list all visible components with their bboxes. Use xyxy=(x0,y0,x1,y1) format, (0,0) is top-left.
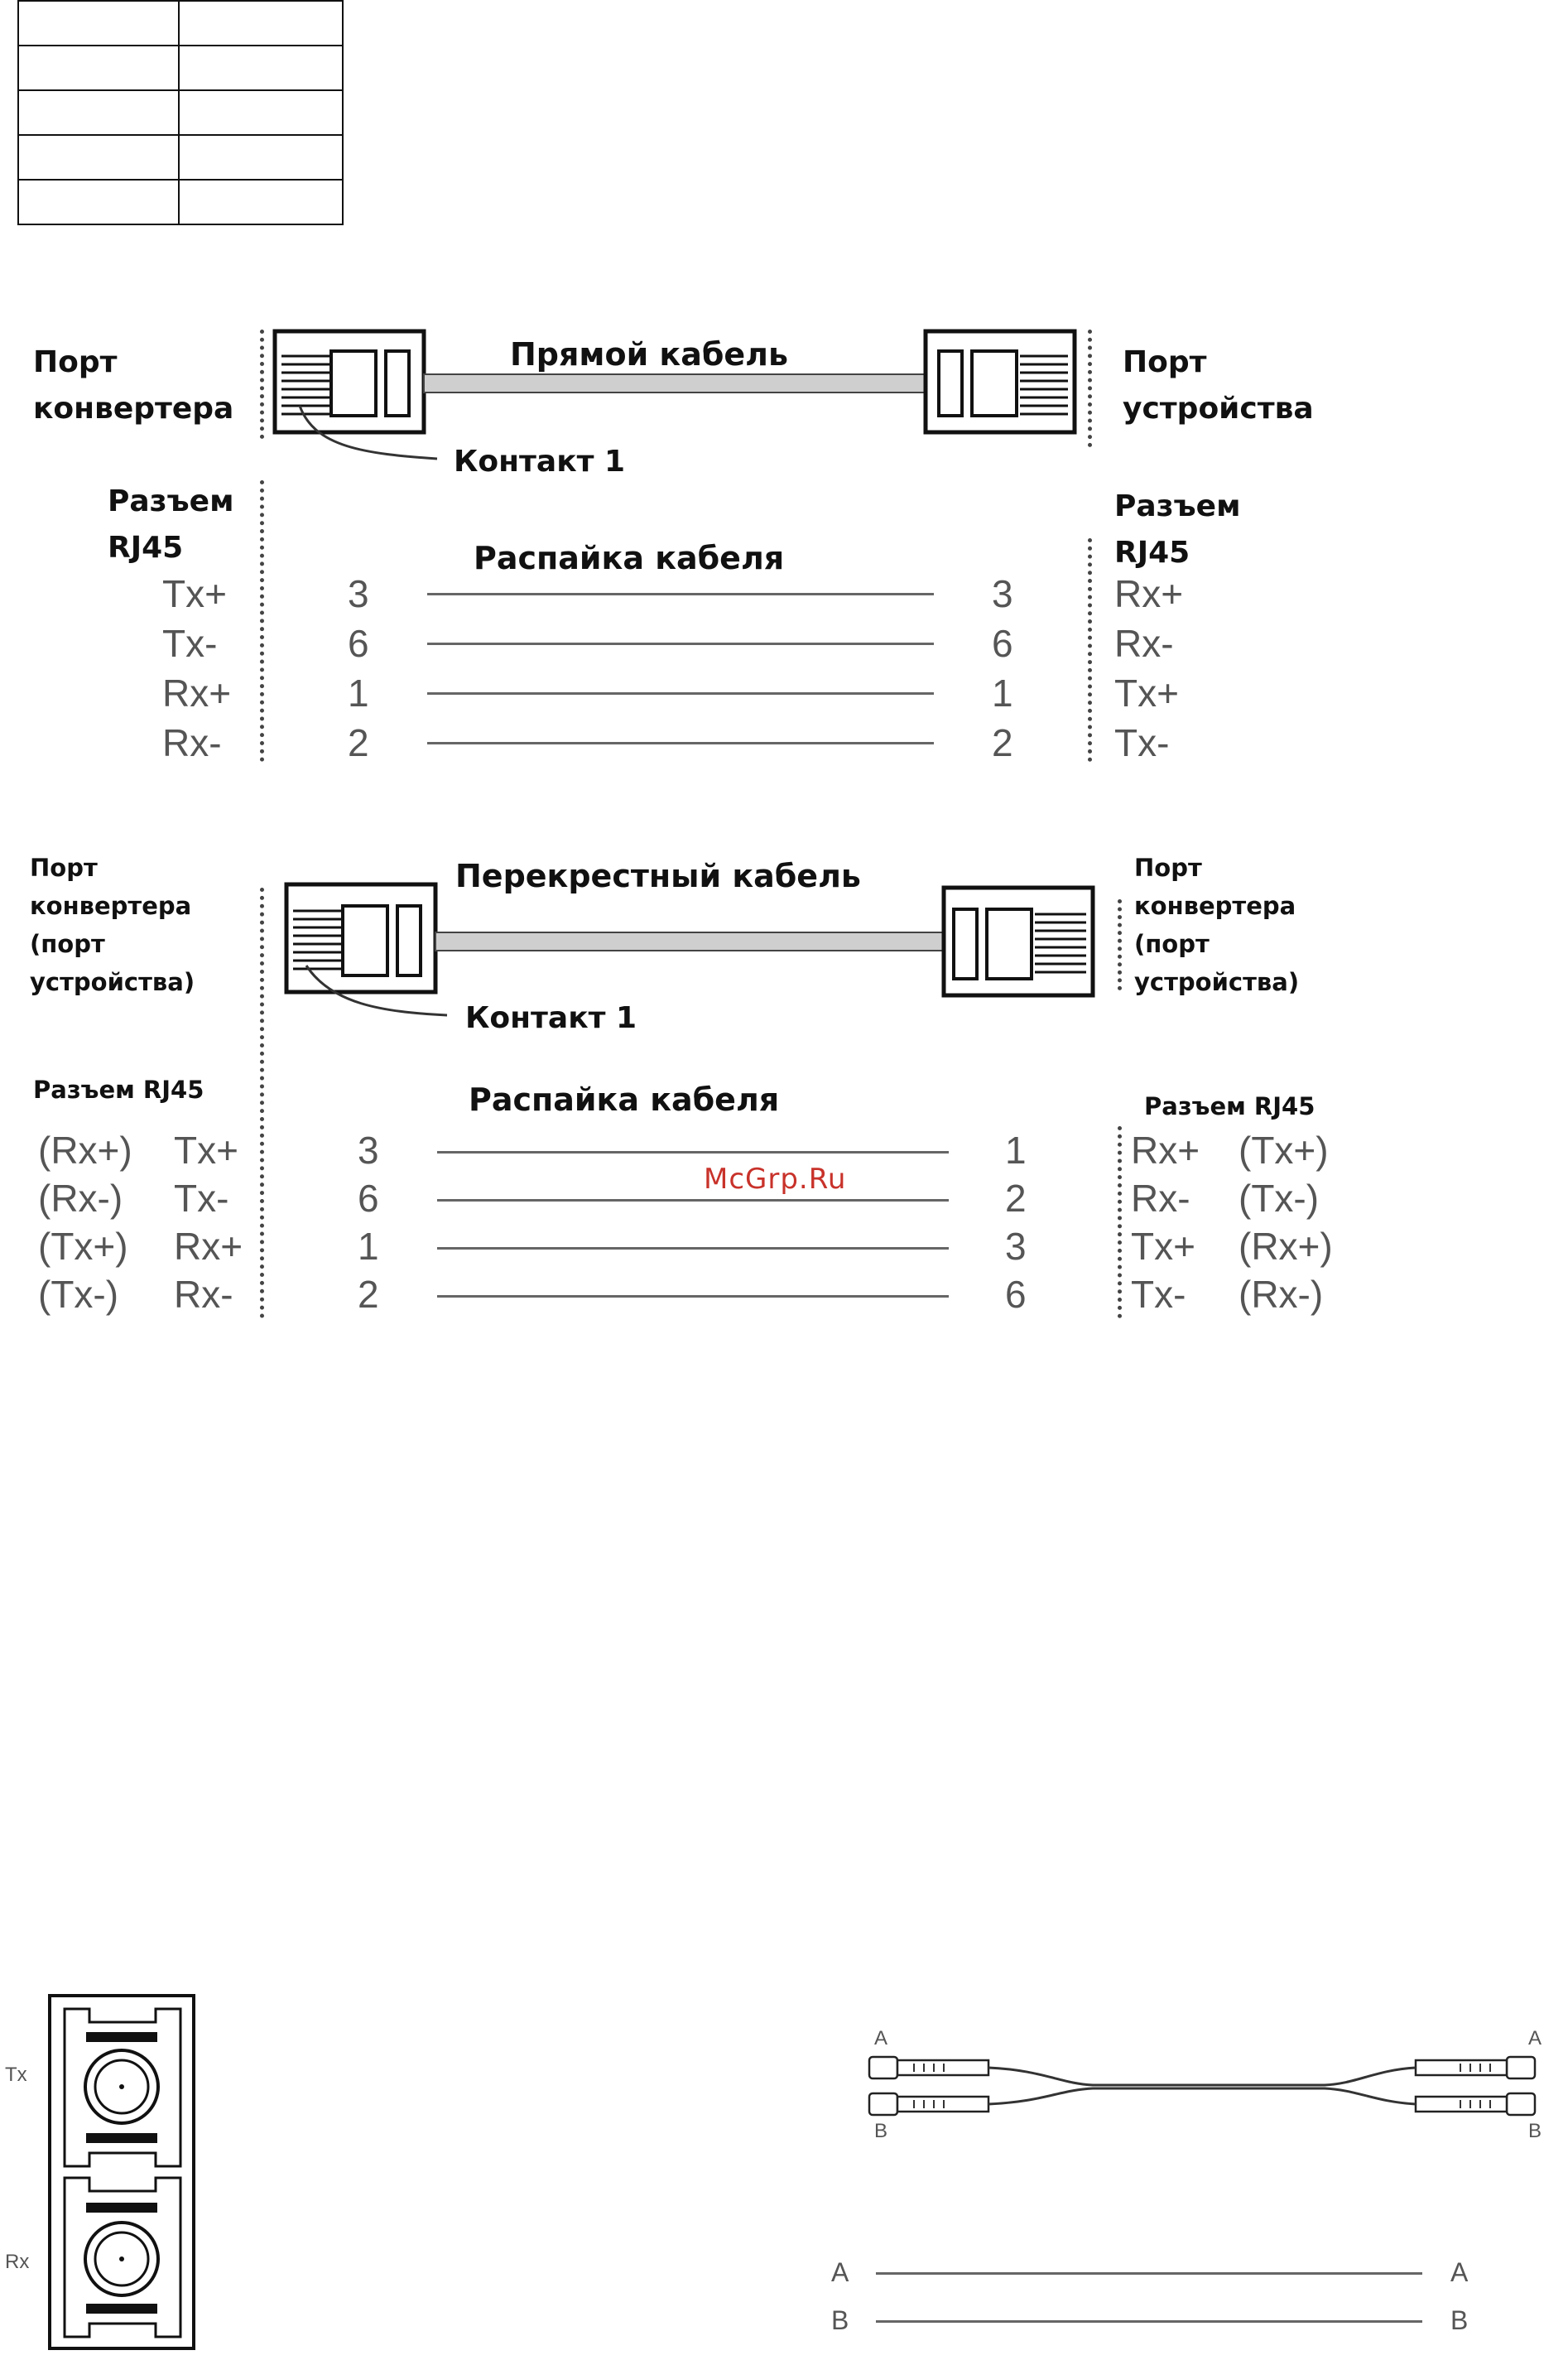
crossover-left-pin: 1 xyxy=(358,1225,379,1268)
crossover-left-pin: 3 xyxy=(358,1129,379,1172)
crossover-left-signal: Rx+ xyxy=(174,1225,243,1268)
crossover-contact-label: Контакт 1 xyxy=(465,1001,637,1035)
crossover-right-alt-signal: (Tx-) xyxy=(1239,1177,1320,1220)
crossover-right-port-label-1: Порт xyxy=(1134,854,1202,882)
straight-left-signal: Tx- xyxy=(162,622,218,665)
straight-right-pin: 6 xyxy=(992,622,1013,665)
crossover-left-port-label-2: конвертера xyxy=(30,892,192,920)
crossover-left-alt-signal: (Rx-) xyxy=(38,1177,123,1220)
straight-right-pin: 2 xyxy=(992,721,1013,764)
straight-left-connector-1: Разъем xyxy=(108,484,234,518)
crossover-left-alt-signal: (Tx+) xyxy=(38,1225,128,1268)
crossover-right-signal: Rx- xyxy=(1131,1177,1190,1220)
straight-left-signal: Rx- xyxy=(162,721,222,764)
crossover-left-port-label-1: Порт xyxy=(30,854,98,882)
straight-left-port-label-1: Порт xyxy=(33,345,118,379)
fiber-map-wire-a xyxy=(876,2272,1422,2275)
fiber-map-a-right: A xyxy=(1450,2257,1469,2287)
straight-right-pin: 3 xyxy=(992,572,1013,615)
crossover-right-port-label-4: устройства) xyxy=(1134,968,1300,996)
straight-right-signal: Tx- xyxy=(1114,721,1170,764)
crossover-left-connector: Разъем RJ45 xyxy=(33,1076,204,1104)
crossover-right-alt-signal: (Rx+) xyxy=(1239,1225,1333,1268)
crossover-cable-title: Перекрестный кабель xyxy=(455,858,861,894)
fiber-cable-a-right: A xyxy=(1528,2027,1542,2049)
crossover-left-alt-signal: (Rx+) xyxy=(38,1129,132,1172)
crossover-left-pin: 6 xyxy=(358,1177,379,1220)
crossover-right-port-label-3: (порт xyxy=(1134,930,1210,958)
fiber-map-a-left: A xyxy=(831,2257,849,2287)
straight-left-signal: Rx+ xyxy=(162,672,232,715)
crossover-right-pin: 1 xyxy=(1005,1129,1027,1172)
straight-right-port-label-2: устройства xyxy=(1123,392,1314,426)
straight-pinout-title: Распайка кабеля xyxy=(474,540,785,576)
crossover-right-signal: Tx+ xyxy=(1131,1225,1195,1268)
straight-contact-label: Контакт 1 xyxy=(454,445,626,479)
fiber-cable-b-right: B xyxy=(1528,2120,1542,2142)
crossover-left-pin: 2 xyxy=(358,1273,379,1316)
crossover-pinout-title: Распайка кабеля xyxy=(469,1081,780,1118)
crossover-right-signal: Tx- xyxy=(1131,1273,1186,1316)
watermark: McGrp.Ru xyxy=(704,1163,847,1196)
crossover-right-connector: Разъем RJ45 xyxy=(1144,1092,1315,1120)
straight-left-port-label-2: конвертера xyxy=(33,392,234,426)
crossover-right-alt-signal: (Tx+) xyxy=(1239,1129,1329,1172)
straight-right-pin: 1 xyxy=(992,672,1013,715)
fiber-tx-label: Tx xyxy=(5,2064,27,2086)
straight-right-signal: Tx+ xyxy=(1114,672,1179,715)
fiber-cable-b-left: B xyxy=(874,2120,888,2142)
crossover-right-pin: 3 xyxy=(1005,1225,1027,1268)
straight-right-signal: Rx+ xyxy=(1114,572,1184,615)
crossover-left-signal: Rx- xyxy=(174,1273,233,1316)
crossover-left-signal: Tx- xyxy=(174,1177,229,1220)
straight-right-connector-1: Разъем xyxy=(1114,489,1241,523)
fiber-map-b-left: B xyxy=(831,2305,849,2335)
crossover-right-pin: 2 xyxy=(1005,1177,1027,1220)
crossover-right-alt-signal: (Rx-) xyxy=(1239,1273,1324,1316)
crossover-right-signal: Rx+ xyxy=(1131,1129,1200,1172)
straight-left-pin: 2 xyxy=(348,721,369,764)
crossover-right-port-label-2: конвертера xyxy=(1134,892,1296,920)
straight-right-port-label-1: Порт xyxy=(1123,345,1207,379)
straight-left-pin: 1 xyxy=(348,672,369,715)
fiber-cable-a-left: A xyxy=(874,2027,888,2049)
crossover-right-pin: 6 xyxy=(1005,1273,1027,1316)
crossover-left-signal: Tx+ xyxy=(174,1129,238,1172)
crossover-left-alt-signal: (Tx-) xyxy=(38,1273,119,1316)
straight-left-pin: 6 xyxy=(348,622,369,665)
crossover-left-port-label-4: устройства) xyxy=(30,968,195,996)
straight-left-connector-2: RJ45 xyxy=(108,531,184,565)
fiber-rx-label: Rx xyxy=(5,2251,30,2273)
straight-cable-title: Прямой кабель xyxy=(510,336,789,373)
fiber-map-b-right: B xyxy=(1450,2305,1469,2335)
crossover-left-port-label-3: (порт xyxy=(30,930,105,958)
straight-right-signal: Rx- xyxy=(1114,622,1174,665)
straight-right-connector-2: RJ45 xyxy=(1114,536,1190,570)
fiber-map-wire-b xyxy=(876,2320,1422,2323)
straight-left-pin: 3 xyxy=(348,572,369,615)
straight-left-signal: Tx+ xyxy=(162,572,227,615)
